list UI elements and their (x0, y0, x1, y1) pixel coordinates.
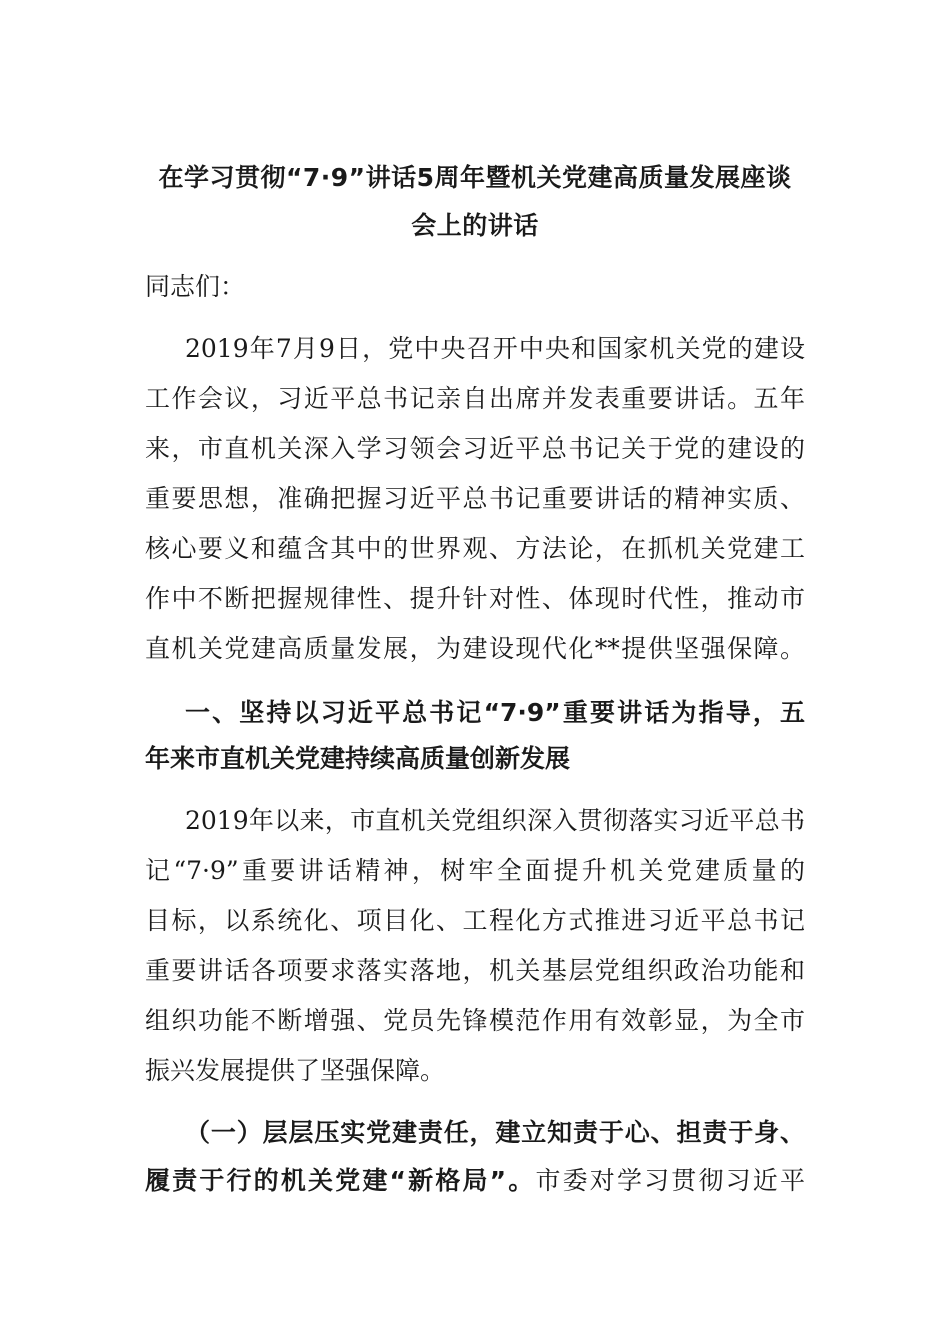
subheading-1-line-mixed (145, 1156, 805, 1206)
paragraph-1-line: 2019年7月9日，党中央召开中央和国家机关党的建设 (185, 334, 805, 363)
document-title-line-2: 会上的讲话 (411, 211, 539, 240)
paragraph-1-line: 来，市直机关深入学习领会习近平总书记关于党的建设的 (145, 434, 805, 463)
paragraph-2-line: 目标，以系统化、项目化、工程化方式推进习近平总书记 (145, 906, 805, 935)
subheading-1-bold-run: 履责于行的机关党建“新格局”。 (145, 1166, 536, 1195)
salutation: 同志们： (145, 272, 246, 301)
paragraph-1-line: 核心要义和蕴含其中的世界观、方法论，在抓机关党建工 (145, 534, 805, 563)
paragraph-1-line: 工作会议，习近平总书记亲自出席并发表重要讲话。五年 (145, 384, 805, 413)
paragraph-2-line: 记“7·9”重要讲话精神，树牢全面提升机关党建质量的 (145, 856, 805, 885)
paragraph-2-line: 2019年以来，市直机关党组织深入贯彻落实习近平总书 (185, 806, 805, 835)
paragraph-1-line: 作中不断把握规律性、提升针对性、体现时代性，推动市 (145, 584, 805, 613)
subheading-1-line: （一）层层压实党建责任，建立知责于心、担责于身、 (185, 1118, 805, 1147)
document-title-line-1: 在学习贯彻“7·9”讲话5周年暨机关党建高质量发展座谈 (158, 163, 792, 192)
paragraph-2-line: 组织功能不断增强、党员先锋模范作用有效彰显，为全市 (145, 1006, 805, 1035)
paragraph-1-line: 直机关党建高质量发展，为建设现代化**提供坚强保障。 (145, 634, 805, 663)
paragraph-2-line: 振兴发展提供了坚强保障。 (145, 1056, 446, 1085)
paragraph-2-line: 重要讲话各项要求落实落地，机关基层党组织政治功能和 (145, 956, 805, 985)
paragraph-1-line: 重要思想，准确把握习近平总书记重要讲话的精神实质、 (145, 484, 805, 513)
section-heading-1-line: 年来市直机关党建持续高质量创新发展 (145, 744, 571, 773)
subheading-1-body-run: 市委对学习贯彻习近平 (535, 1166, 805, 1195)
section-heading-1-line: 一、坚持以习近平总书记“7·9”重要讲话为指导，五 (185, 698, 805, 727)
